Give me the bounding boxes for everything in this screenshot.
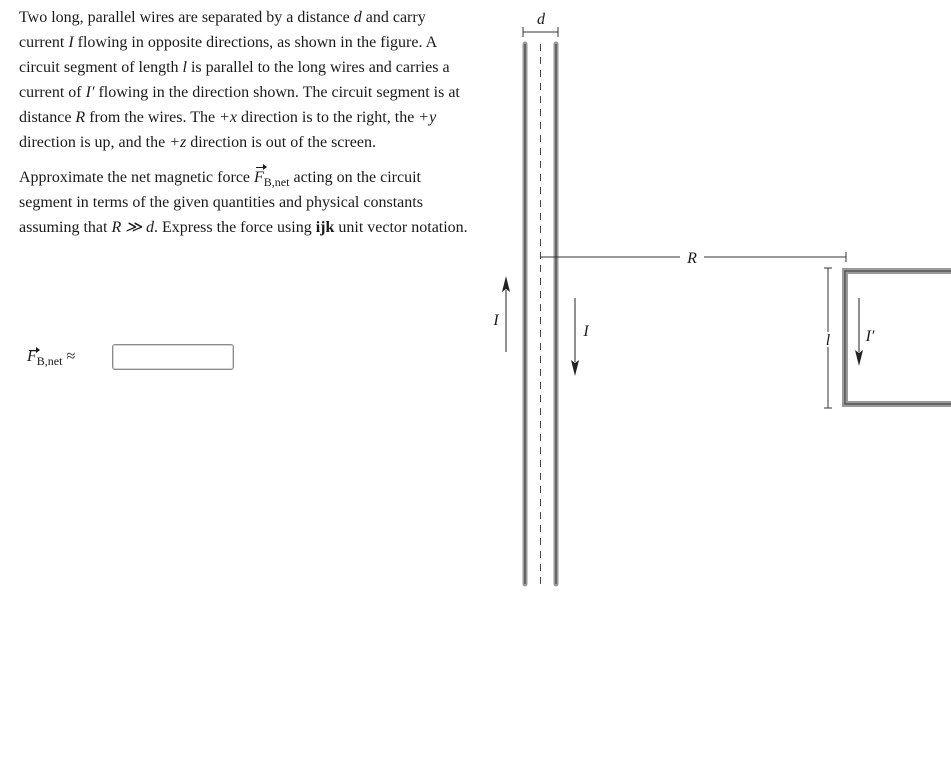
problem-text: flowing in opposite directions, as shown in the figure. A circuit segment of length — [19, 34, 437, 76]
problem-text: Approximate the net magnetic force — [19, 169, 255, 186]
force-vector-symbol: F — [254, 165, 264, 190]
problem-text: from the wires. The — [85, 109, 220, 126]
problem-text: Two long, parallel wires are separated by a distance — [19, 9, 354, 26]
problem-text: unit vector notation. — [334, 219, 468, 236]
arrow-up-icon — [502, 276, 510, 352]
var-R: R — [75, 109, 86, 126]
answer-force-subscript: B,net — [36, 354, 63, 368]
problem-text: is parallel to the long wires and carries a current of — [19, 59, 450, 101]
label-l: l — [825, 332, 831, 349]
var-plus-y: +y — [418, 109, 437, 126]
problem-text: acting on the circuit segment in terms of the given quantities and physical constants assuming that — [19, 169, 423, 236]
arrow-down-icon — [571, 298, 579, 376]
ijk-bold: ijk — [315, 219, 335, 236]
arrow-down-icon — [855, 298, 863, 366]
problem-text: flowing in the direction shown. The circuit segment is at distance — [19, 84, 460, 126]
var-plus-z: +z — [169, 134, 187, 151]
problem-text: direction is to the right, the — [237, 109, 419, 126]
circuit-segment — [845, 271, 951, 404]
label-I-prime: I′ — [865, 328, 875, 345]
var-l: l — [182, 59, 187, 76]
answer-force-symbol: F — [27, 348, 37, 365]
problem-text: direction is out of the screen. — [186, 134, 376, 151]
var-d: d — [353, 9, 362, 26]
var-I: I — [68, 34, 74, 51]
force-subscript: B,net — [263, 175, 290, 189]
var-plus-x: +x — [219, 109, 237, 126]
label-d: d — [537, 11, 545, 28]
problem-text: and carry current — [19, 9, 426, 51]
condition-R-much-greater-d: R ≫ d — [111, 219, 154, 236]
label-R: R — [687, 250, 697, 267]
var-I-prime: I′ — [85, 84, 95, 101]
problem-text: . Express the force using — [153, 219, 316, 236]
problem-text: direction is up, and the — [19, 134, 170, 151]
label-I-right: I — [583, 323, 589, 340]
d-dimension-marker — [523, 27, 558, 37]
approx-symbol: ≈ — [62, 348, 76, 365]
label-I-left: I — [493, 312, 499, 329]
